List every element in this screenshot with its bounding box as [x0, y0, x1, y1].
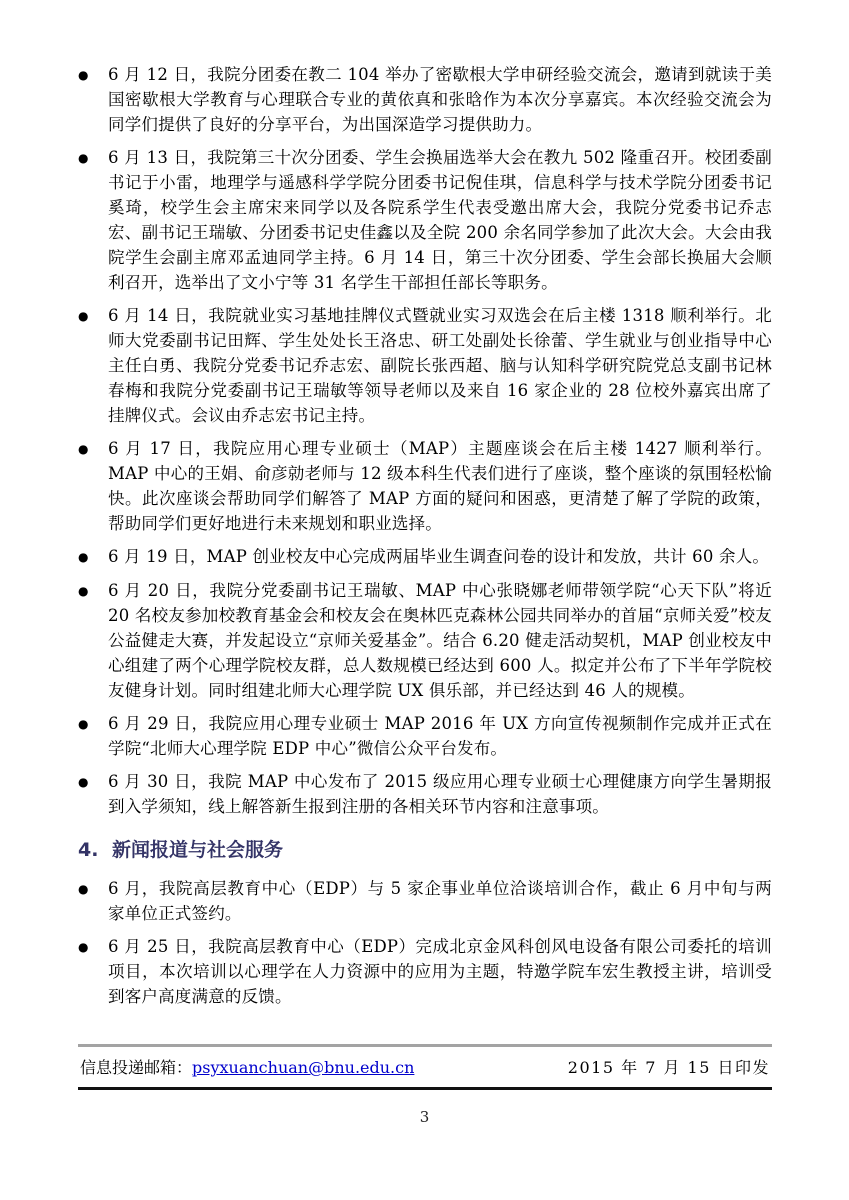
list-item-text: 6 月，我院高层教育中心（EDP）与 5 家企事业单位洽谈培训合作，截止 6 月中旬与两家单位正式签约。	[108, 879, 772, 923]
list-item	[78, 711, 772, 761]
list-item	[78, 876, 772, 926]
page-content	[78, 62, 772, 1042]
list-item-text: 6 月 20 日，我院分党委副书记王瑞敏、MAP 中心张晓娜老师带领学院“心天下队”将近 20 名校友参加校教育基金会和校友会在奥林匹克森林公园共同举办的首届“京师关爱”校友公益健走大赛，并发起设立“京师关爱基金”。结合 6.20 健走活动契机，MAP 创业校友中心组建了两个心理学院校友群，总人数规模已经达到 600 人。拟定并公布了下半年学院校友健身计划。同时组建北师大心理学院 UX 俱乐部，并已经达到 46 人的规模。	[108, 581, 772, 700]
bullet-icon: ●	[78, 940, 89, 954]
list-item	[78, 769, 772, 819]
bullet-icon: ●	[78, 775, 89, 789]
bullet-icon: ●	[78, 309, 89, 323]
list-item-text: 6 月 30 日，我院 MAP 中心发布了 2015 级应用心理专业硕士心理健康方向学生暑期报到入学须知，线上解答新生报到注册的各相关环节内容和注意事项。	[108, 772, 772, 816]
list-item	[78, 578, 772, 703]
footer-date: 2015 年 7 月 15 日印发	[567, 1058, 770, 1077]
footer-bottom-rule	[78, 1087, 772, 1090]
footer-email	[80, 1057, 414, 1079]
footer-email-label: 信息投递邮箱：	[80, 1058, 193, 1077]
list-item-text: 6 月 29 日，我院应用心理专业硕士 MAP 2016 年 UX 方向宣传视频制作完成并正式在学院“北师大心理学院 EDP 中心”微信公众平台发布。	[108, 714, 772, 758]
bullet-icon: ●	[78, 68, 89, 82]
list-item	[78, 436, 772, 536]
bullet-icon: ●	[78, 717, 89, 731]
bullet-icon: ●	[78, 151, 89, 165]
list-item	[78, 934, 772, 1009]
bullet-icon: ●	[78, 882, 89, 896]
page-number: 3	[419, 1108, 430, 1126]
section-heading	[78, 835, 772, 862]
section-heading-title: 新闻报道与社会服务	[112, 839, 284, 861]
list-item-text: 6 月 12 日，我院分团委在教二 104 举办了密歇根大学申研经验交流会，邀请到就读于美国密歇根大学教育与心理联合专业的黄依真和张晗作为本次分享嘉宾。本次经验交流会为同学们提供了良好的分享平台，为出国深造学习提供助力。	[108, 65, 772, 134]
footer-top-rule	[78, 1044, 772, 1047]
list-item-text: 6 月 19 日，MAP 创业校友中心完成两届毕业生调查问卷的设计和发放，共计 60 余人。	[108, 547, 770, 566]
footer-email-link[interactable]: psyxuanchuan@bnu.edu.cn	[192, 1058, 415, 1077]
bullet-icon: ●	[78, 584, 89, 598]
section-heading-number: 4.	[78, 839, 99, 861]
bullet-icon: ●	[78, 550, 89, 564]
section-bullet-list	[78, 876, 772, 1009]
list-item	[78, 303, 772, 428]
list-item	[78, 145, 772, 295]
page-footer	[78, 1044, 772, 1090]
list-item-text: 6 月 14 日，我院就业实习基地挂牌仪式暨就业实习双选会在后主楼 1318 顺利举行。北师大党委副书记田辉、学生处处长王洛忠、研工处副处长徐蕾、学生就业与创业指导中心主任白勇、我院分党委书记乔志宏、副院长张西超、脑与认知科学研究院党总支副书记林春梅和我院分党委副书记王瑞敏等领导老师以及来自 16 家企业的 28 位校外嘉宾出席了挂牌仪式。会议由乔志宏书记主持。	[108, 306, 772, 425]
june-bullet-list	[78, 62, 772, 819]
list-item-text: 6 月 13 日，我院第三十次分团委、学生会换届选举大会在教九 502 隆重召开。校团委副书记于小雷，地理学与遥感科学学院分团委书记倪佳琪，信息科学与技术学院分团委书记奚琦，校学生会主席宋来同学以及各院系学生代表受邀出席大会，我院分党委书记乔志宏、副书记王瑞敏、分团委书记史佳鑫以及全院 200 余名同学参加了此次大会。大会由我院学生会副主席邓孟迪同学主持。6 月 14 日，第三十次分团委、学生会部长换届大会顺利召开，选举出了文小宁等 31 名学生干部担任部长等职务。	[108, 148, 772, 292]
list-item-text: 6 月 17 日，我院应用心理专业硕士（MAP）主题座谈会在后主楼 1427 顺利举行。MAP 中心的王娟、俞彦勍老师与 12 级本科生代表们进行了座谈，整个座谈的氛围轻松愉快。此次座谈会帮助同学们解答了 MAP 方面的疑问和困惑，更清楚了解了学院的政策，帮助同学们更好地进行未来规划和职业选择。	[108, 439, 772, 533]
list-item-text: 6 月 25 日，我院高层教育中心（EDP）完成北京金风科创风电设备有限公司委托的培训项目，本次培训以心理学在人力资源中的应用为主题，特邀学院车宏生教授主讲，培训受到客户高度满意的反馈。	[108, 937, 772, 1006]
list-item	[78, 62, 772, 137]
bullet-icon: ●	[78, 442, 89, 456]
list-item	[78, 544, 772, 570]
footer-row	[78, 1057, 772, 1079]
